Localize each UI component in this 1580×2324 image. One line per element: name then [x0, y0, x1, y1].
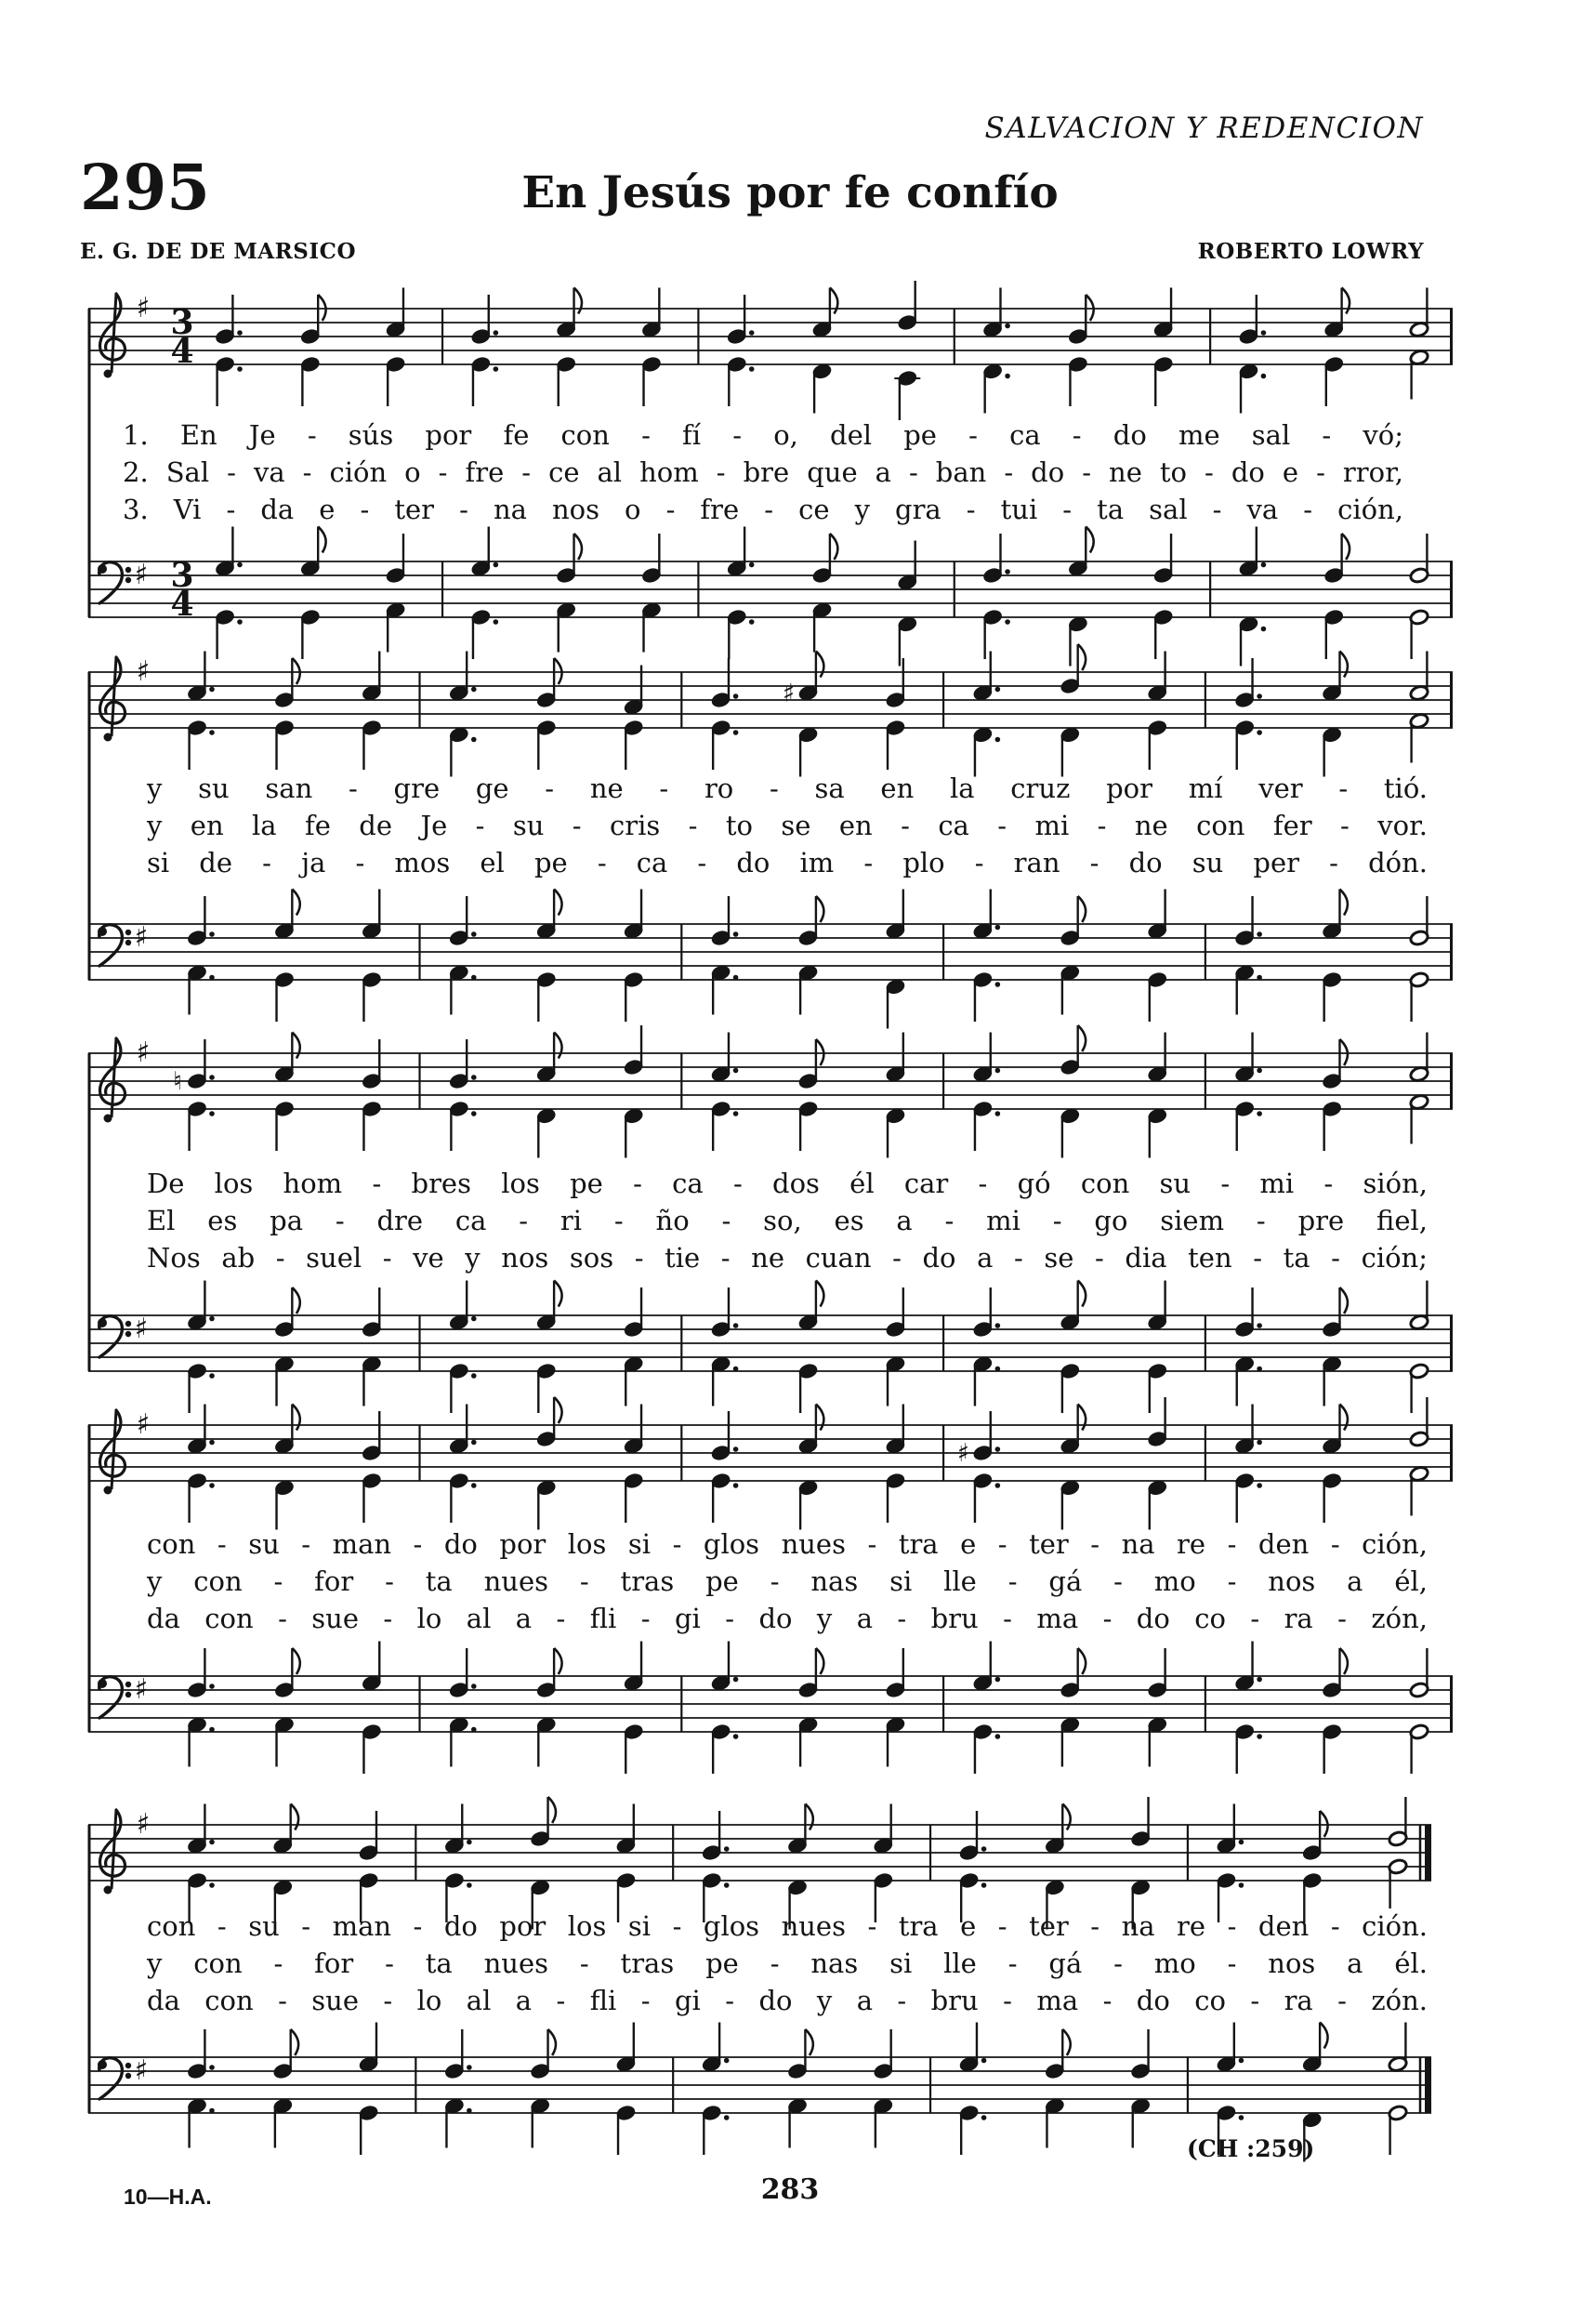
- lyric-line: si de - ja - mos el pe - ca - do im - plo - ran - do su per - dón.: [147, 847, 1428, 878]
- lyric-line: y su san - gre ge - ne - ro - sa en la cruz por mí ver - tió.: [147, 772, 1428, 804]
- bass-clef-icon: [98, 1677, 131, 1718]
- lyric-line: El es pa - dre ca - ri - ño - so, es a - mi - go siem - pre fiel,: [147, 1205, 1428, 1236]
- lyric-line: Nos ab - suel - ve y nos sos - tie - ne cuan - do a - se - dia ten - ta - ción;: [147, 1242, 1428, 1274]
- lyric-line: 3. Vi - da e - ter - na nos o - fre - ce y gra - tui - ta sal - va - ción,: [123, 494, 1403, 525]
- footer-left: 10—H.A.: [124, 2185, 212, 2209]
- bass-clef-icon: [98, 925, 131, 966]
- final-barline: [1425, 2057, 1431, 2113]
- svg-text:3: 3: [170, 303, 194, 342]
- hymn-number: 295: [80, 151, 210, 224]
- lyric-line: da con - sue - lo al a - fli - gi - do y a - bru - ma - do co - ra - zón,: [147, 1603, 1428, 1634]
- lyrics-system-4: [123, 1525, 1428, 1637]
- section-header: SALVACION Y REDENCION: [984, 112, 1424, 145]
- svg-text:♯: ♯: [134, 559, 149, 591]
- lyric-line: 1. En Je - sús por fe con - fí - o, del pe - ca - do me sal - vó;: [123, 419, 1403, 451]
- bass-clef-icon: [98, 2058, 131, 2099]
- composer-credit: ROBERTO LOWRY: [1197, 239, 1424, 264]
- svg-text:♯: ♯: [136, 1408, 151, 1441]
- bass-clef-icon: [98, 562, 131, 603]
- bass-clef-icon: [98, 1316, 131, 1357]
- page-number: 283: [760, 2173, 820, 2206]
- svg-text:3: 3: [170, 556, 194, 595]
- lyric-line: con - su - man - do por los si - glos nues - tra e - ter - na re - den - ción,: [147, 1528, 1428, 1560]
- svg-text:♯: ♯: [956, 1439, 969, 1468]
- lyric-line: y con - for - ta nues - tras pe - nas si lle - gá - mo - nos a él,: [147, 1565, 1428, 1597]
- svg-text:♯: ♯: [136, 1808, 151, 1841]
- lyric-line: con - su - man - do por los si - glos nues - tra e - ter - na re - den - ción.: [147, 1910, 1428, 1942]
- lyrics-system-2: [123, 770, 1428, 881]
- svg-text:4: 4: [170, 585, 194, 624]
- lyrics-system-1: [123, 416, 1403, 528]
- svg-text:♮: ♮: [173, 1067, 182, 1096]
- lyrics-system-5: [123, 1908, 1428, 2019]
- chorus-reference: (CH :259): [1187, 2135, 1315, 2162]
- svg-text:♯: ♯: [782, 679, 796, 708]
- svg-text:♯: ♯: [134, 2054, 149, 2087]
- svg-text:♯: ♯: [134, 1673, 149, 1706]
- lyric-line: da con - sue - lo al a - fli - gi - do y a - bru - ma - do co - ra - zón.: [147, 1985, 1428, 2016]
- hymn-title: En Jesús por fe confío: [521, 167, 1059, 218]
- svg-text:♯: ♯: [136, 1037, 151, 1069]
- svg-text:♯: ♯: [134, 1313, 149, 1345]
- svg-text:4: 4: [170, 332, 194, 371]
- lyric-line: De los hom - bres los pe - ca - dos él car - gó con su - mi - sión,: [147, 1168, 1428, 1199]
- lyrics-system-3: [123, 1165, 1428, 1276]
- final-barline: [1425, 1825, 1431, 1881]
- lyric-line: y en la fe de Je - su - cris - to se en - ca - mi - ne con fer - vor.: [147, 810, 1428, 841]
- svg-text:♯: ♯: [136, 655, 151, 688]
- lyric-line: 2. Sal - va - ción o - fre - ce al hom - bre que a - ban - do - ne to - do e - rror,: [123, 456, 1403, 488]
- svg-text:♯: ♯: [136, 292, 151, 324]
- lyric-line: y con - for - ta nues - tras pe - nas si lle - gá - mo - nos a él.: [147, 1948, 1428, 1979]
- svg-text:♯: ♯: [134, 921, 149, 954]
- author-credit: E. G. DE DE MARSICO: [80, 239, 356, 264]
